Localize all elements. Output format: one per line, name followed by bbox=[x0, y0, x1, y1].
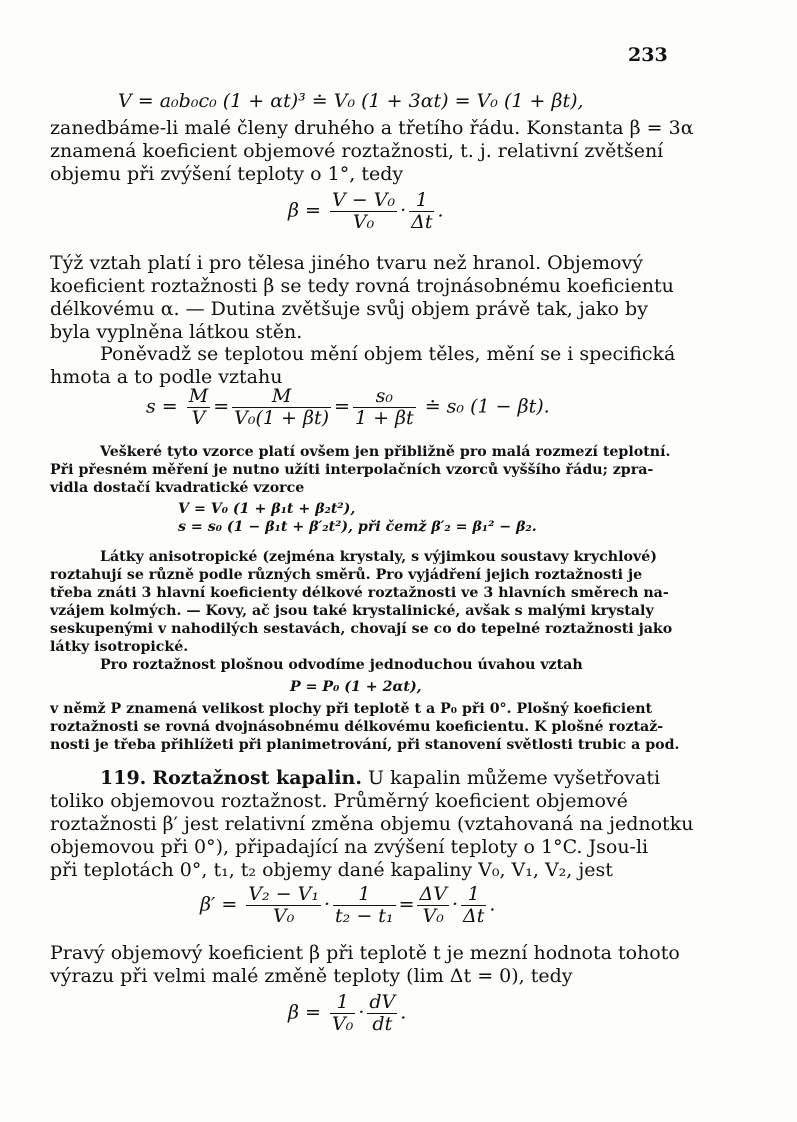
numerator: 1 bbox=[333, 884, 396, 906]
numerator: 1 bbox=[330, 992, 355, 1014]
eq-lhs: β′ = bbox=[200, 893, 238, 916]
text-line: délkovému α. — Dutina zvětšuje svůj objem právě tak, jako by bbox=[50, 298, 648, 320]
small-text-line: nosti je třeba přihlížeti při planimetrování, při stanovení světlosti trubic a pod. bbox=[50, 737, 680, 753]
equation-volume-expansion: V = a₀b₀c₀ (1 + αt)³ ≐ V₀ (1 + 3αt) = V₀ (1 + βt), bbox=[118, 90, 584, 112]
fraction bbox=[409, 190, 434, 233]
fraction bbox=[330, 992, 355, 1035]
denominator: Δt bbox=[411, 211, 433, 233]
section-title: Roztažnost kapalin. bbox=[152, 767, 362, 789]
period: . bbox=[400, 1001, 407, 1024]
numerator: M bbox=[188, 385, 209, 407]
denominator: V₀(1 + βt) bbox=[234, 407, 330, 429]
fraction bbox=[417, 884, 448, 927]
equation-specific-mass bbox=[146, 386, 550, 429]
denominator: V₀ bbox=[272, 905, 295, 927]
text-line: hmota a to podle vztahu bbox=[50, 366, 283, 388]
small-text-line: Veškeré tyto vzorce platí ovšem jen přibližně pro malá rozmezí teplotní. bbox=[100, 444, 671, 460]
fraction bbox=[353, 386, 416, 429]
page-number: 233 bbox=[628, 44, 668, 66]
period: . bbox=[437, 199, 444, 222]
fraction bbox=[187, 386, 210, 429]
small-text-line: látky isotropické. bbox=[50, 639, 189, 655]
text-line: objemu při zvýšení teploty o 1°, tedy bbox=[50, 163, 404, 185]
denominator: dt bbox=[372, 1013, 393, 1035]
eq-lhs: s = bbox=[146, 395, 178, 418]
fraction bbox=[330, 190, 397, 233]
denominator: V₀ bbox=[422, 905, 444, 927]
numerator: ΔV bbox=[419, 883, 447, 905]
numerator: 1 bbox=[409, 190, 434, 212]
denominator: V₀ bbox=[332, 1013, 354, 1035]
equation-quadratic-volume: V = V₀ (1 + β₁t + β₂t²), bbox=[178, 501, 356, 517]
section-number: 119. bbox=[100, 767, 147, 789]
eq-tail: ≐ s₀ (1 − βt). bbox=[424, 395, 550, 418]
section-heading-line bbox=[100, 767, 660, 789]
text-line: objemovou při 0°), připadající na zvýšení teploty o 1°C. Jsou-li bbox=[50, 836, 649, 858]
text-line: byla vyplněna látkou stěn. bbox=[50, 321, 303, 343]
equals: = bbox=[398, 893, 415, 916]
equation-area-expansion: P = P₀ (1 + 2αt), bbox=[290, 679, 422, 695]
dot-operator: · bbox=[451, 893, 458, 916]
equation-quadratic-density: s = s₀ (1 − β₁t + β′₂t²), při čemž β′₂ = β₁² − β₂. bbox=[178, 519, 537, 535]
dot-operator: · bbox=[324, 893, 331, 916]
fraction bbox=[461, 884, 486, 927]
dot-operator: · bbox=[358, 1001, 365, 1024]
denominator: 1 + βt bbox=[354, 407, 414, 429]
equals: = bbox=[213, 395, 230, 418]
numerator: s₀ bbox=[353, 386, 416, 408]
dot-operator: · bbox=[400, 199, 407, 222]
text-line: výrazu při velmi malé změně teploty (lim Δt = 0), tedy bbox=[50, 965, 573, 987]
numerator: V − V₀ bbox=[332, 189, 396, 211]
text-line: znamená koeficient objemové roztažnosti, t. j. relativní zvětšení bbox=[50, 140, 664, 162]
text-line: Poněvadž se teplotou mění objem těles, mění se i specifická bbox=[100, 343, 676, 365]
numerator: V₂ − V₁ bbox=[248, 883, 319, 905]
small-text-line: Pro roztažnost plošnou odvodíme jednoduchou úvahou vztah bbox=[100, 657, 583, 673]
small-text-line: vidla dostačí kvadratické vzorce bbox=[50, 480, 305, 496]
numerator: M bbox=[232, 386, 331, 408]
fraction bbox=[367, 992, 397, 1035]
small-text-line: vzájem kolmých. — Kovy, ač jsou také krystalinické, avšak s malými krystaly bbox=[50, 603, 654, 619]
text-line: roztažnosti β′ jest relativní změna objemu (vztahovaná na jednotku bbox=[50, 813, 694, 835]
numerator: 1 bbox=[461, 884, 486, 906]
period: . bbox=[489, 893, 496, 916]
eq-lhs: β = bbox=[288, 1001, 321, 1024]
equals: = bbox=[334, 395, 350, 418]
small-text-line: roztažnosti se rovná dvojnásobnému délkovému koeficientu. K plošné roztaž- bbox=[50, 719, 664, 735]
text-line: Pravý objemový koeficient β při teplotě t je mezní hodnota tohoto bbox=[50, 942, 680, 964]
text-line: Týž vztah platí i pro tělesa jiného tvaru než hranol. Objemový bbox=[50, 252, 643, 274]
fraction bbox=[333, 884, 396, 927]
equation-mean-coefficient bbox=[200, 884, 495, 927]
denominator: t₂ − t₁ bbox=[335, 905, 394, 927]
small-text-line: třeba znáti 3 hlavní koeficienty délkové roztažnosti ve 3 hlavních směrech na- bbox=[50, 585, 669, 601]
denominator: V bbox=[191, 407, 206, 429]
small-text-line: Látky anisotropické (zejména krystaly, s výjimkou soustavy krychlové) bbox=[100, 549, 657, 565]
equation-true-coefficient bbox=[288, 992, 406, 1035]
text-line: zanedbáme-li malé členy druhého a třetího řádu. Konstanta β = 3α bbox=[50, 117, 694, 139]
small-text-line: v němž P znamená velikost plochy při teplotě t a P₀ při 0°. Plošný koeficient bbox=[50, 701, 653, 717]
section-text: U kapalin můžeme vyšetřovati bbox=[368, 767, 661, 789]
fraction bbox=[232, 386, 331, 429]
numerator: dV bbox=[369, 991, 396, 1013]
denominator: V₀ bbox=[352, 211, 375, 233]
text-line: při teplotách 0°, t₁, t₂ objemy dané kapaliny V₀, V₁, V₂, jest bbox=[50, 859, 613, 881]
text-line: toliko objemovou roztažnost. Průměrný koeficient objemové bbox=[50, 790, 628, 812]
eq-lhs: β = bbox=[288, 199, 321, 222]
equation-beta-definition bbox=[288, 190, 444, 233]
denominator: Δt bbox=[462, 905, 485, 927]
fraction bbox=[246, 884, 321, 927]
small-text-line: Při přesném měření je nutno užíti interpolačních vzorců vyššího řádu; zpra- bbox=[50, 462, 654, 478]
small-text-line: seskupenými v nahodilých sestavách, chovají se co do tepelné roztažnosti jako bbox=[50, 621, 673, 637]
text-line: koeficient roztažnosti β se tedy rovná trojnásobnému koeficientu bbox=[50, 275, 674, 297]
small-text-line: roztahují se různě podle různých směrů. Pro vyjádření jejich roztažnosti je bbox=[50, 567, 643, 583]
